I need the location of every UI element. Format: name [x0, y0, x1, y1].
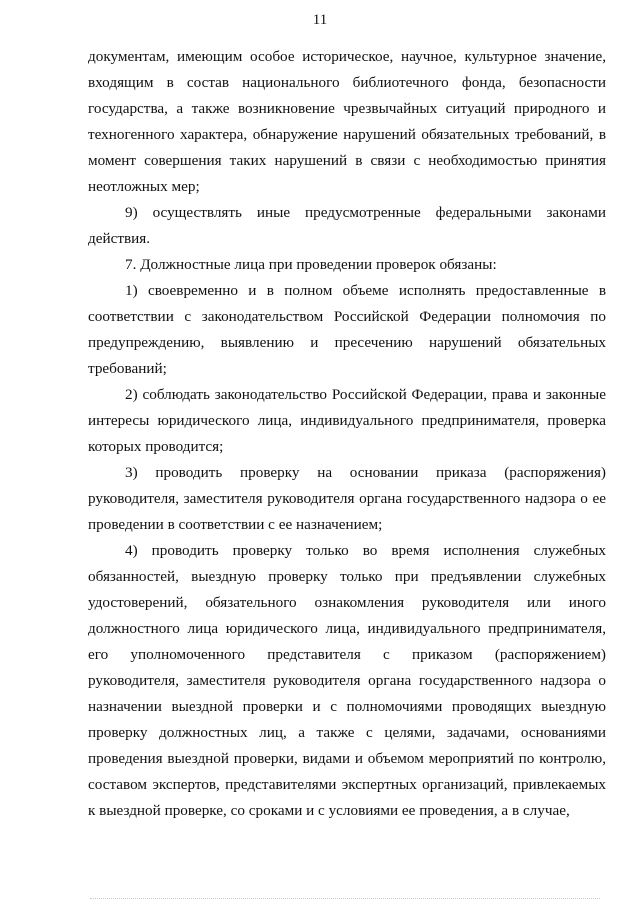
page-number: 11 [312, 12, 328, 28]
paragraph-item-4: 4) проводить проверку только во время исполнения служебных обязанностей, выездную проверку только при предъявлении служебных удостоверений, обязательного ознакомления руководителя или иного должностного лица юридического лица, индивидуального предпринимателя, его уполномоченного представителя с приказом (распоряжением) руководителя, заместителя руководителя органа государственного надзора о назначении выездной проверки и с полномочиями проводящих выездную проверку должностных лиц, а также с целями, задачами, основаниями проведения выездной проверки, видами и объемом мероприятий по контролю, составом экспертов, представителями экспертных организаций, привлекаемых к выездной проверке, со сроками и с условиями ее проведения, а в случае, [88, 542, 606, 819]
document-body [88, 44, 606, 824]
paragraph-item-2: 2) соблюдать законодательство Российской Федерации, права и законные интересы юридического лица, индивидуального предпринимателя, проверка которых проводится; [88, 386, 606, 455]
paragraph-item-1: 1) своевременно и в полном объеме исполнять предоставленные в соответствии с законодательством Российской Федерации полномочия по предупреждению, выявлению и пресечению нарушений обязательных требований; [88, 282, 606, 377]
paragraph-item-3: 3) проводить проверку на основании приказа (распоряжения) руководителя, заместителя руководителя органа государственного надзора о ее проведении в соответствии с ее назначением; [88, 464, 606, 533]
paragraph-item-9: 9) осуществлять иные предусмотренные федеральными законами действия. [88, 204, 606, 247]
paragraph-section-7: 7. Должностные лица при проведении проверок обязаны: [125, 256, 497, 273]
paragraph-continuation: документам, имеющим особое историческое, научное, культурное значение, входящим в состав национального библиотечного фонда, безопасности государства, а также возникновение чрезвычайных ситуаций природного и техногенного характера, обнаружение нарушений обязательных требований, в момент совершения таких нарушений в связи с необходимостью принятия неотложных мер; [88, 48, 606, 195]
scan-artifact-line [90, 898, 600, 900]
